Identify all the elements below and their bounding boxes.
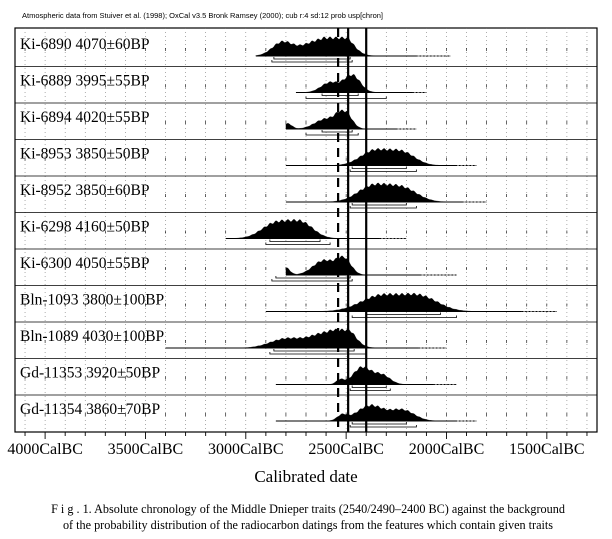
caption-line-1: F i g . 1. Absolute chronology of the Middle Dnieper traits (2540/2490–2400 BC) against the background [51, 502, 565, 516]
x-tick-label: 4000CalBC [7, 441, 83, 458]
series-label: Ki-6890 4070±60BP [20, 36, 150, 53]
range-95 [350, 170, 416, 172]
range-95 [350, 425, 416, 427]
range-95 [350, 389, 390, 391]
series-row [15, 395, 597, 427]
range-95 [352, 316, 456, 318]
range-68 [352, 203, 406, 205]
probability-curve [256, 37, 451, 56]
range-68 [322, 94, 358, 96]
range-95 [266, 243, 330, 245]
range-95 [272, 279, 352, 281]
series-row [20, 36, 587, 62]
x-tick-label: 1500CalBC [509, 441, 585, 458]
probability-curve [286, 183, 487, 202]
probability-curve [166, 329, 447, 348]
probability-curve [286, 256, 457, 275]
series-label: Bln-1093 3800±100BP [20, 291, 165, 309]
series-label: Ki-6300 4050±55BP [20, 255, 150, 272]
range-68 [366, 313, 440, 315]
probability-curve [266, 293, 557, 311]
series-label: Ki-6298 4160±50BP [20, 218, 150, 236]
series-label: Ki-6889 3995±55BP [20, 72, 150, 90]
x-tick-label: 2000CalBC [408, 441, 485, 458]
probability-curve [286, 148, 477, 165]
caption-line-2: of the probability distribution of the radiocarbon datings from the features which contain given traits [62, 518, 554, 532]
range-68 [352, 386, 386, 388]
x-axis-label: Calibrated date [254, 467, 358, 486]
range-95 [270, 352, 366, 354]
series-row [15, 103, 597, 135]
series-label: Ki-6894 4020±55BP [20, 109, 150, 126]
range-95 [272, 60, 352, 62]
range-68 [352, 167, 406, 169]
probability-curve [286, 110, 417, 129]
x-axis-ticks [7, 432, 587, 458]
range-95 [350, 206, 416, 208]
range-68 [274, 349, 354, 351]
x-tick-label: 3500CalBC [107, 441, 184, 458]
series-label: Bln-1089 4030±100BP [20, 328, 165, 345]
series-row [15, 359, 597, 391]
series-row [15, 213, 597, 245]
x-tick-label: 2500CalBC [308, 441, 384, 458]
series-row [15, 322, 597, 354]
range-68 [270, 240, 320, 242]
series-label: Ki-8953 3850±50BP [20, 145, 150, 163]
range-95 [306, 133, 358, 135]
series-label: Gd-11353 3920±50BP [20, 364, 161, 382]
figure-caption [8, 501, 608, 533]
series-row [15, 67, 597, 99]
header-note: Atmospheric data from Stuiver et al. (1998); OxCal v3.5 Bronk Ramsey (2000); cub r:4 sd:12 prob usp[chron] [22, 11, 383, 20]
probability-curve [296, 74, 426, 92]
series-label: Ki-8952 3850±60BP [20, 182, 150, 199]
probability-curve [226, 219, 407, 238]
range-68 [352, 422, 406, 424]
x-tick-label: 3000CalBC [208, 441, 284, 458]
series-label: Gd-11354 3860±70BP [20, 401, 161, 418]
